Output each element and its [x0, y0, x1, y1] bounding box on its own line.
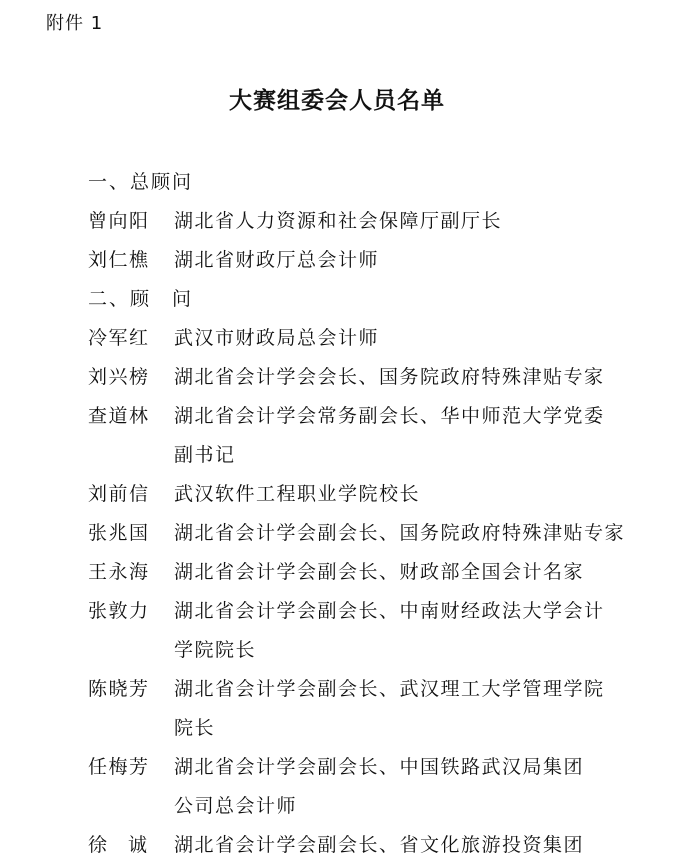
- member-row: [88, 358, 648, 397]
- member-row: [88, 670, 648, 748]
- member-role: [174, 553, 648, 592]
- member-role: [174, 592, 648, 670]
- member-row: [88, 592, 648, 670]
- member-role: [174, 358, 648, 397]
- document-title: 大赛组委会人员名单: [229, 87, 445, 114]
- member-role: [174, 319, 648, 358]
- member-role: [174, 826, 648, 865]
- role-line: 湖北省会计学会副会长、省文化旅游投资集团: [174, 834, 585, 856]
- member-name: 刘仁樵: [88, 249, 150, 271]
- member-role: [174, 241, 648, 280]
- role-line: 湖北省会计学会副会长、财政部全国会计名家: [174, 561, 585, 583]
- member-row: [88, 514, 648, 553]
- member-role: [174, 514, 648, 553]
- member-row: [88, 319, 648, 358]
- member-role: [174, 397, 648, 475]
- member-name: 查道林: [88, 405, 150, 427]
- role-line: 湖北省会计学会副会长、国务院政府特殊津贴专家: [174, 522, 626, 544]
- member-row: [88, 202, 648, 241]
- role-line: 湖北省会计学会副会长、中国铁路武汉局集团: [174, 756, 585, 778]
- member-role: [174, 202, 648, 241]
- member-name: 张兆国: [88, 522, 150, 544]
- role-line: 湖北省会计学会常务副会长、华中师范大学党委: [174, 405, 605, 427]
- section-heading: 一、总顾问: [88, 171, 194, 193]
- member-role: [174, 475, 648, 514]
- member-role: [174, 748, 648, 826]
- member-name: 冷军红: [88, 327, 150, 349]
- member-list: [88, 163, 648, 865]
- section-heading: 二、顾 问: [88, 288, 194, 310]
- member-name: 张敦力: [88, 600, 150, 622]
- member-name: 任梅芳: [88, 756, 150, 778]
- member-row: [88, 553, 648, 592]
- member-role: [174, 670, 648, 748]
- member-name: 徐诚: [88, 834, 169, 856]
- member-name: 曾向阳: [88, 210, 150, 232]
- member-row: [88, 826, 648, 865]
- role-line: 湖北省会计学会副会长、中南财经政法大学会计: [174, 600, 605, 622]
- role-line: 武汉市财政局总会计师: [174, 327, 380, 349]
- role-line: 学院院长: [174, 639, 257, 661]
- role-line: 湖北省会计学会会长、国务院政府特殊津贴专家: [174, 366, 605, 388]
- attachment-label: 附件 1: [46, 13, 104, 34]
- member-name: 刘前信: [88, 483, 150, 505]
- role-line: 湖北省财政厅总会计师: [174, 249, 380, 271]
- member-row: [88, 475, 648, 514]
- role-line: 院长: [174, 717, 216, 739]
- member-name: 陈晓芳: [88, 678, 150, 700]
- role-line: 湖北省会计学会副会长、武汉理工大学管理学院: [174, 678, 605, 700]
- role-line: 湖北省人力资源和社会保障厅副厅长: [174, 210, 503, 232]
- role-line: 武汉软件工程职业学院校长: [174, 483, 421, 505]
- member-name: 王永海: [88, 561, 150, 583]
- role-line: 副书记: [174, 444, 236, 466]
- member-row: [88, 241, 648, 280]
- member-row: [88, 748, 648, 826]
- member-row: [88, 397, 648, 475]
- member-name: 刘兴榜: [88, 366, 150, 388]
- role-line: 公司总会计师: [174, 795, 298, 817]
